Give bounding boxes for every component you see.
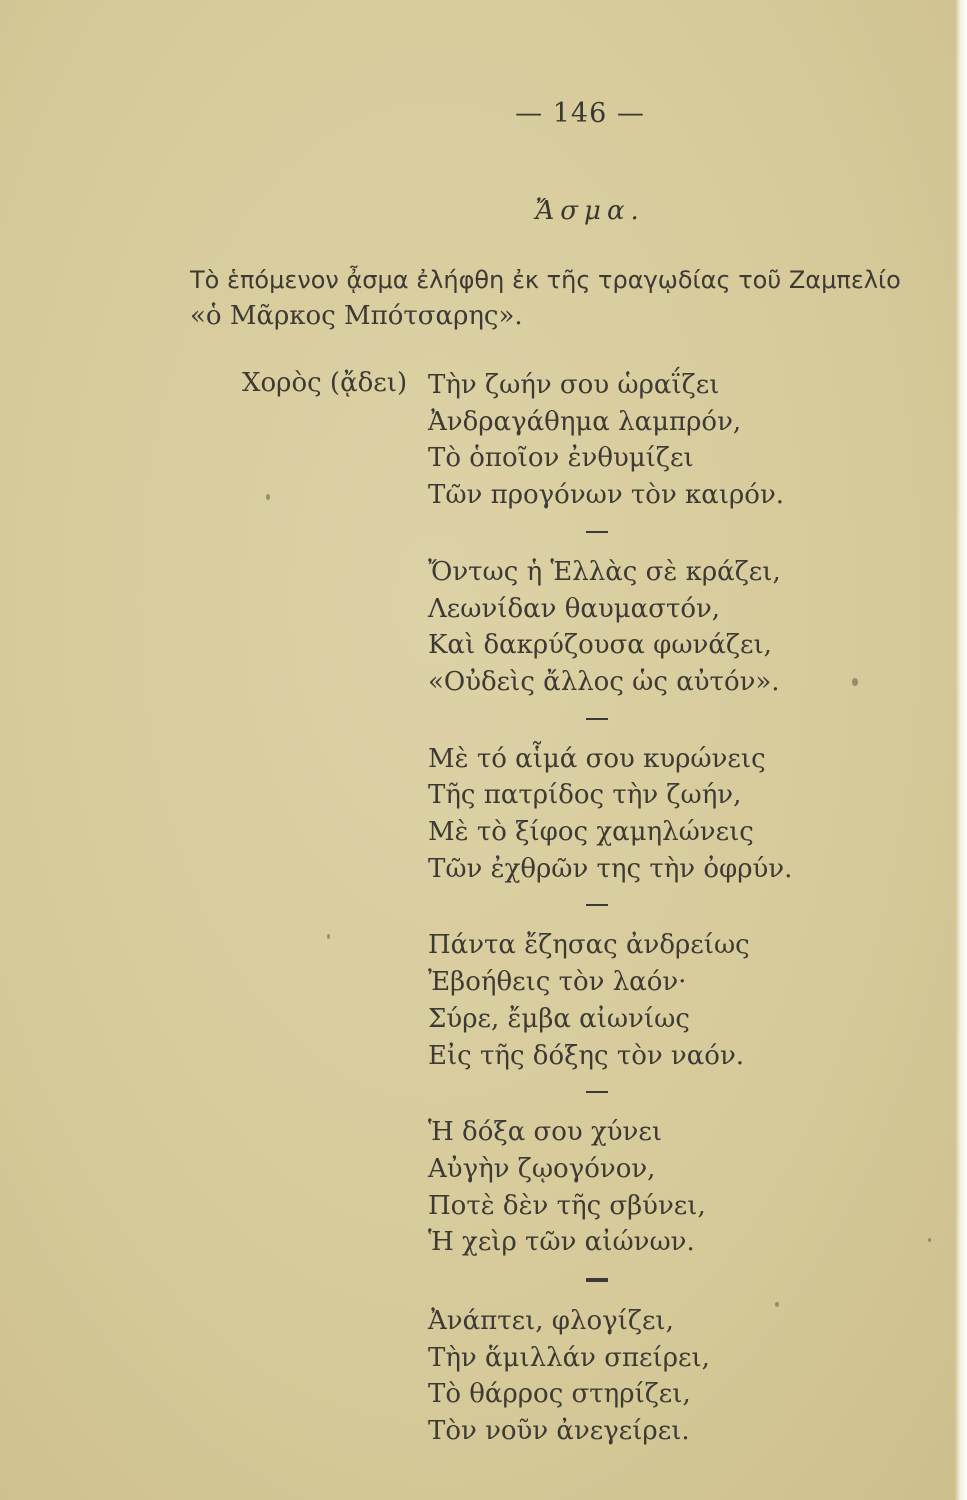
verse-line: «Οὐδεὶς ἄλλος ὡς αὐτόν». xyxy=(428,666,780,697)
verse-line: Τῶν ἐχθρῶν της τὴν ὀφρύν. xyxy=(428,853,793,884)
verse-line: Μὲ τὸ ξίφος χαμηλώνεις xyxy=(428,817,754,848)
stanza xyxy=(428,741,928,888)
stanza xyxy=(428,1114,928,1261)
verse-line: Τὸ θάρρος στηρίζει, xyxy=(428,1379,691,1410)
verse-line: Αὐγὴν ζῳογόνον, xyxy=(428,1153,656,1184)
verse-line: Ἡ χεὶρ τῶν αἰώνων. xyxy=(428,1227,695,1258)
intro-paragraph xyxy=(190,262,967,334)
song-heading: Ἄσμα. xyxy=(535,196,645,226)
verse-line: Ποτὲ δὲν τῆς σβύνει, xyxy=(428,1190,706,1221)
stanza xyxy=(428,367,928,514)
stanza xyxy=(428,927,928,1074)
verse-line: Σύρε, ἔμβα αἰωνίως xyxy=(428,1003,690,1034)
paper-speck xyxy=(928,1238,931,1242)
paper-speck xyxy=(852,678,858,686)
verse-line: Τῶν προγόνων τὸν καιρόν. xyxy=(428,480,785,511)
page-number: — 146 — xyxy=(515,98,645,129)
paper-speck xyxy=(266,494,270,500)
verse-line: Πάντα ἔζησας ἀνδρείως xyxy=(428,930,750,961)
stanza xyxy=(428,1303,928,1450)
verse-line: Μὲ τό αἷμά σου κυρώνεις xyxy=(428,743,766,774)
verse-line: Τὸν νοῦν ἀνεγείρει. xyxy=(428,1416,690,1447)
stanza-separator xyxy=(586,531,608,533)
verse-line: Τῆς πατρίδος τὴν ζωήν, xyxy=(428,780,742,811)
verse-line: Τὴν ἅμιλλάν σπείρει, xyxy=(428,1342,710,1373)
verse-line: Εἰς τῆς δόξης τὸν ναόν. xyxy=(428,1040,745,1071)
paper-speck xyxy=(775,1302,779,1307)
intro-line: Τὸ ἑπόμενον ᾆσμα ἐλήφθη ἐκ τῆς τραγῳδίας τοῦ Ζαμπελίο xyxy=(190,266,901,294)
verse-line: Τὴν ζωήν σου ὡραΐζει xyxy=(428,370,720,400)
verse-line: Καὶ δακρύζουσα φωνάζει, xyxy=(428,630,772,661)
verse-line: Ἡ δόξα σου χύνει xyxy=(428,1117,663,1148)
poem xyxy=(428,367,928,1450)
verse-line: Τὸ ὁποῖον ἐνθυμίζει xyxy=(428,443,694,474)
intro-line: «ὁ Μᾶρκος Μπότσαρης». xyxy=(190,301,523,331)
verse-line: Ἀνδραγάθημα λαμπρόν, xyxy=(428,406,742,437)
stanza-separator xyxy=(586,904,608,906)
stanza-separator xyxy=(586,718,608,720)
verse-line: Ἐβοήθεις τὸν λαόν· xyxy=(428,967,687,998)
chorus-label: Χορὸς (ᾄδει) xyxy=(242,368,408,398)
stanza-separator xyxy=(586,1278,608,1282)
stanza-separator xyxy=(586,1091,608,1093)
verse-line: Λεωνίδαν θαυμαστόν, xyxy=(428,593,721,624)
paper-speck xyxy=(327,934,330,939)
verse-line: Ὄντως ἡ Ἑλλὰς σὲ κράζει, xyxy=(428,556,781,587)
verse-line: Ἀνάπτει, φλογίζει, xyxy=(428,1306,674,1337)
